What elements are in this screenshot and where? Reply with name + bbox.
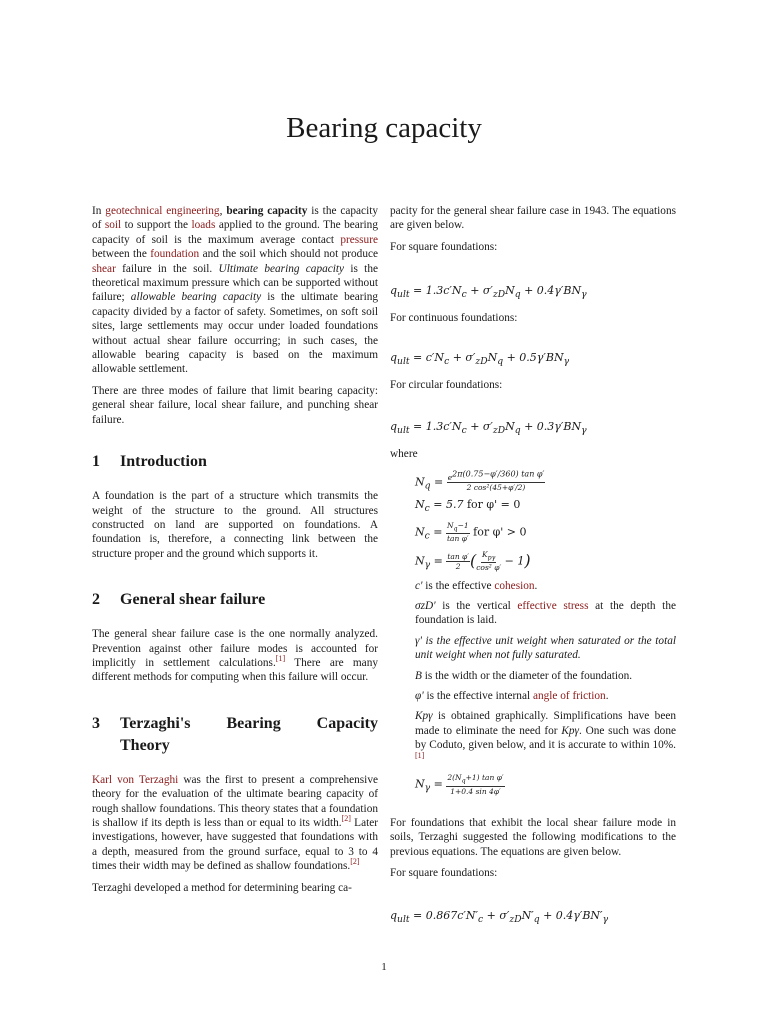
link-effective-stress[interactable]: effective stress <box>517 600 589 612</box>
link-foundation[interactable]: foundation <box>150 248 200 261</box>
link-cohesion[interactable]: cohesion <box>494 579 535 592</box>
link-karl-von-terzaghi[interactable]: Karl von Terzaghi <box>92 773 179 786</box>
local-shear-paragraph: For foundations that exhibit the local shear failure mode in soils, Terzaghi suggested the following modifications to the previous equations. The equations are given below. <box>390 816 676 858</box>
coefficient-definitions <box>415 469 676 796</box>
link-loads[interactable]: loads <box>191 219 216 232</box>
introduction-paragraph: A foundation is the part of a structure which transmits the weight of the structure to the ground. All structures constructed on land are supported on foundations. A foundation is, therefore, a connecting link between the structure proper and the ground which supports it. <box>92 490 378 560</box>
citation-link[interactable]: [2] <box>350 857 360 867</box>
equation-continuous: $q_{ult} = c'N_c + \sigma'_{zD}N_q + 0.5\gamma'BN_\gamma$ <box>390 351 570 368</box>
equation-ngamma: $N_\gamma$ = $\frac{\text{tan φ′}}{2}$ ( $\frac{K_{p\gamma}}{\text{cos² φ′}}$ − 1) <box>415 549 531 573</box>
definition-unit-weight: γ' is the effective unit weight when saturated or the total unit weight when not fully saturated. <box>415 634 676 662</box>
equation-ngamma-coduto: $N_\gamma$ = $\frac{2(N_q+1) \tan \varphi'}{1+0.4 \sin 4\varphi'}$ <box>415 773 504 796</box>
link-shear[interactable]: shear <box>92 262 116 275</box>
definition-friction-angle: φ' is the effective internal angle of friction. <box>415 690 609 703</box>
failure-modes-paragraph: There are three modes of failure that limit bearing capacity: general shear failure, local shear failure, and punching shear failure. <box>92 384 378 426</box>
definition-cohesion: c' is the effective cohesion. <box>415 579 538 592</box>
terzaghi-method-paragraph: Terzaghi developed a method for determining bearing ca- <box>92 881 352 894</box>
page-title: Bearing capacity <box>286 112 482 144</box>
definition-kpgamma: Kpγ is obtained graphically. Simplifications have been made to eliminate the need for Kpγ. One such was done by Coduto, given below, and it is accurate to within 10%.[1] <box>415 710 676 760</box>
where-label: where <box>390 447 418 460</box>
intro-paragraph: In geotechnical engineering, bearing capacity is the capacity of soil to support the loads applied to the ground. The bearing capacity of soil is the maximum average contact pressure between the foundation and the soil which should not produce shear failure in the soil. Ultimate bearing capacity is the theoretical maximum pressure which can be supported without failure; allowable bearing capacity is the ultimate bearing capacity divided by a factor of safety. Sometimes, on soft soil sites, large settlements may occur under loaded foundations without actual shear failure occurring; in such cases, the allowable bearing capacity is based on the maximum allowable settlement. <box>92 205 379 376</box>
link-soil[interactable]: soil <box>104 219 122 232</box>
equation-circular: $q_{ult} = 1.3c'N_c + \sigma'_{zD}N_q + 0.3\gamma'BN_\gamma$ <box>390 420 587 437</box>
equation-nq: $N_q$ = $\frac{e^{2\pi(0.75-\varphi'/360) tan \varphi'}}{\text{2 cos²(45+φ′/2)}}$ <box>415 469 545 493</box>
terzaghi-paragraph: Karl von Terzaghi was the first to present a comprehensive theory for the evaluation of the ultimate bearing capacity of rough shallow foundations. This theory states that a foundation is shallow if its depth is less than or equal to its width.[2] Later investigations, however, have suggested that foundations with a depth, measured from the ground surface, equal to 3 to 4 times their width may be defined as shallow foundations.[2] <box>92 773 379 873</box>
square-foundations-label: For square foundations: <box>390 240 498 253</box>
circular-foundations-label: For circular foundations: <box>390 378 503 391</box>
link-geotechnical-engineering[interactable]: geotechnical engineering <box>105 205 220 217</box>
citation-link[interactable]: [2] <box>341 814 351 824</box>
definition-width: B is the width or the diameter of the foundation. <box>415 669 633 682</box>
section-heading-introduction: 1 Introduction <box>92 453 207 471</box>
section-heading-terzaghi: 3 Terzaghi's Bearing Capacity Theory <box>92 714 378 754</box>
left-column <box>92 204 378 902</box>
equation-square: $q_{ult} = 1.3c'N_c + \sigma'_{zD}N_q + 0.4\gamma'BN_\gamma$ <box>390 284 587 301</box>
citation-link[interactable]: [1] <box>275 654 286 664</box>
square-foundations-label-2: For square foundations: <box>390 867 498 880</box>
citation-link[interactable]: [1] <box>415 750 425 760</box>
continuous-foundations-label: For continuous foundations: <box>390 311 518 324</box>
right-column <box>390 204 676 927</box>
section-heading-general-shear-failure: 2 General shear failure <box>92 591 266 609</box>
page-number: 1 <box>381 961 387 973</box>
general-shear-paragraph: The general shear failure case is the one normally analyzed. Prevention against other failure modes is accounted for implicitly in settlement calculations.[1] There are many different methods for computing when this failure will occur. <box>92 628 378 684</box>
equation-square-local: $q_{ult} = 0.867c'N'_c + \sigma'_{zD}N'_q + 0.4\gamma'BN'_\gamma$ <box>390 908 609 925</box>
link-pressure[interactable]: pressure <box>340 233 378 246</box>
definition-effective-stress: σzD' is the vertical effective stress at the depth the foundation is laid. <box>415 600 676 627</box>
equation-nc-phi-zero: $N_c = 5.7$ for φ' = 0 <box>415 498 521 515</box>
continuation-paragraph: pacity for the general shear failure case in 1943. The equations are given below. <box>390 205 676 232</box>
link-angle-of-friction[interactable]: angle of friction <box>532 690 606 703</box>
equation-nc-phi-positive: $N_c$ = $\frac{N_q-1}{\text{tan φ′}}$ for φ' > 0 <box>415 520 527 544</box>
